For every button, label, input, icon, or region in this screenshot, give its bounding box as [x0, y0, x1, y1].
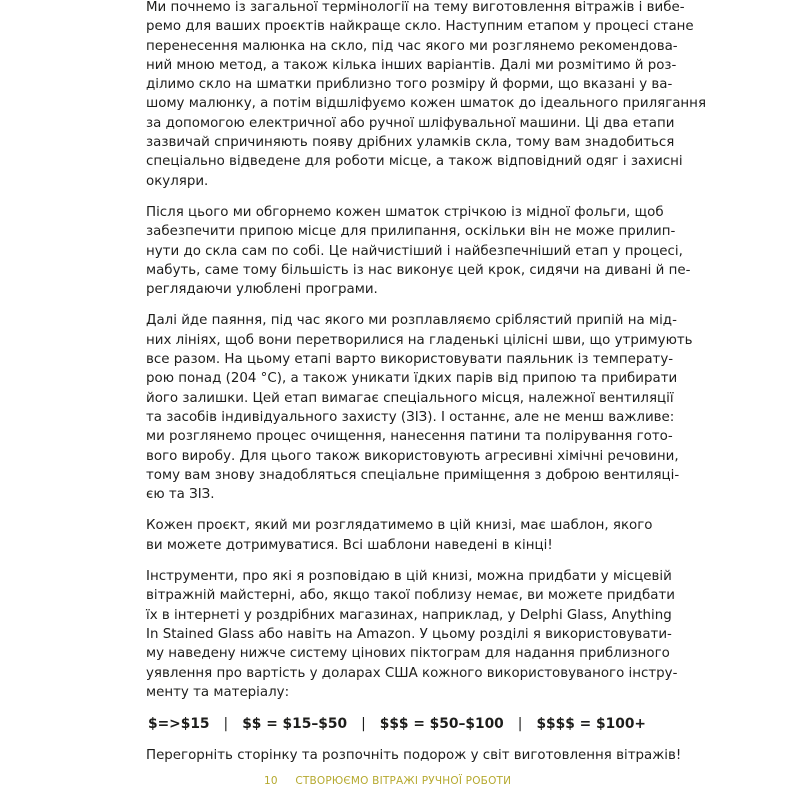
page-number: 10	[264, 775, 278, 787]
text-line: реглядаючи улюблені програми.	[146, 282, 378, 298]
text-line: Кожен проєкт, який ми розглядатимемо в цій книзі, має шаблон, якого	[146, 518, 653, 534]
price-separator: |	[361, 716, 366, 733]
text-line: Далі йде паяння, під час якого ми розплавляємо сріблястий припій на мід-	[146, 313, 677, 329]
price-tier-2: $$ = $15–$50	[242, 716, 348, 733]
text-line: шому малюнку, а потім відшліфуємо кожен шматок до ідеального прилягання	[146, 96, 706, 112]
text-line: Після цього ми обгорнемо кожен шматок стрічкою із мідної фольги, щоб	[146, 204, 664, 220]
price-tier-3: $$$ = $50–$100	[379, 716, 504, 733]
text-line: нути до скла сам по собі. Це найчистіший і найбезпечніший етап у процесі,	[146, 243, 683, 259]
text-line: му наведену нижче систему цінових піктограм для надання приблизного	[146, 646, 670, 662]
text-line: його залишки. Цей етап вимагає спеціального місця, належної вентиляції	[146, 390, 674, 406]
text-line: перенесення малюнка на скло, під час якого ми розглянемо рекомендова-	[146, 38, 678, 54]
paragraph	[146, 567, 678, 702]
paragraph	[146, 311, 693, 504]
text-line: ний мною метод, а також кілька інших варіантів. Далі ми розмітимо й роз-	[146, 57, 677, 73]
text-line: спеціально відведене для роботи місце, а також відповідний одяг і захисні	[146, 154, 683, 170]
text-line: тому вам знову знадобляться спеціальне приміщення з доброю вентиляці-	[146, 467, 680, 483]
text-line: ми розглянемо процес очищення, нанесення патини та полірування гото-	[146, 429, 673, 445]
text-line: Інструменти, про які я розповідаю в цій книзі, можна придбати у місцевій	[146, 569, 672, 585]
running-title: СТВОРЮЄМО ВІТРАЖІ РУЧНОЇ РОБОТИ	[295, 775, 512, 787]
price-tier-1: $=>$15	[148, 716, 210, 733]
text-line: за допомогою електричної або ручної шліфувальної машини. Ці два етапи	[146, 115, 675, 131]
body-text	[146, 0, 706, 702]
text-line: та засобів індивідуального захисту (ЗІЗ). І останнє, але не менш важливе:	[146, 409, 675, 425]
text-line: ділимо скло на шматки приблизно того розміру й форми, що вказані у ва-	[146, 77, 673, 93]
paragraph	[146, 516, 653, 555]
text-line: мабуть, саме тому більшість із нас виконує цей крок, сидячи на дивані й пе-	[146, 262, 691, 278]
text-line: їх в інтернеті у роздрібних магазинах, наприклад, у Delphi Glass, Anything	[146, 607, 672, 623]
text-line: вітражній майстерні, або, якщо такої поблизу немає, ви можете придбати	[146, 588, 676, 604]
text-line: вого виробу. Для цього також використовують агресивні хімічні речовини,	[146, 448, 679, 464]
text-line: окуляри.	[146, 173, 209, 189]
closing-line: Перегорніть сторінку та розпочніть подорож у світ виготовлення вітражів!	[146, 748, 682, 764]
text-line: єю та ЗІЗ.	[146, 487, 215, 503]
text-line: In Stained Glass або навіть на Amazon. У цьому розділі я використовувати-	[146, 626, 672, 642]
text-line: ремо для ваших проєктів найкраще скло. Наступним етапом у процесі стане	[146, 19, 694, 35]
price-legend	[146, 714, 648, 734]
page-body	[146, 0, 706, 777]
text-line: них лініях, щоб вони перетворилися на гладенькі цілісні шви, що утримують	[146, 332, 693, 348]
price-separator: |	[223, 716, 229, 733]
text-line: рою понад (204 °C), а також уникати їдких парів від припою та прибирати	[146, 371, 678, 387]
text-line: забезпечити припою місце для прилипання, оскільки він не може прилип-	[146, 224, 676, 240]
text-line: зазвичай спричиняють появу дрібних уламків скла, тому вам знадобиться	[146, 135, 675, 151]
text-line: ви можете дотримуватися. Всі шаблони наведені в кінці!	[146, 537, 553, 553]
text-line: уявлення про вартість у доларах США кожного використовуваного інстру-	[146, 665, 678, 681]
price-separator: |	[517, 716, 523, 733]
page-footer	[264, 775, 511, 787]
price-tier-4: $$$$ = $100+	[536, 716, 646, 733]
text-line: менту та матеріалу:	[146, 684, 290, 700]
closing-paragraph	[146, 746, 682, 765]
text-line: Ми почнемо із загальної термінології на тему виготовлення вітражів і вибе-	[146, 0, 685, 15]
paragraph	[146, 0, 706, 191]
text-line: все разом. На цьому етапі варто використовувати паяльник із температу-	[146, 352, 674, 368]
paragraph	[146, 203, 691, 299]
